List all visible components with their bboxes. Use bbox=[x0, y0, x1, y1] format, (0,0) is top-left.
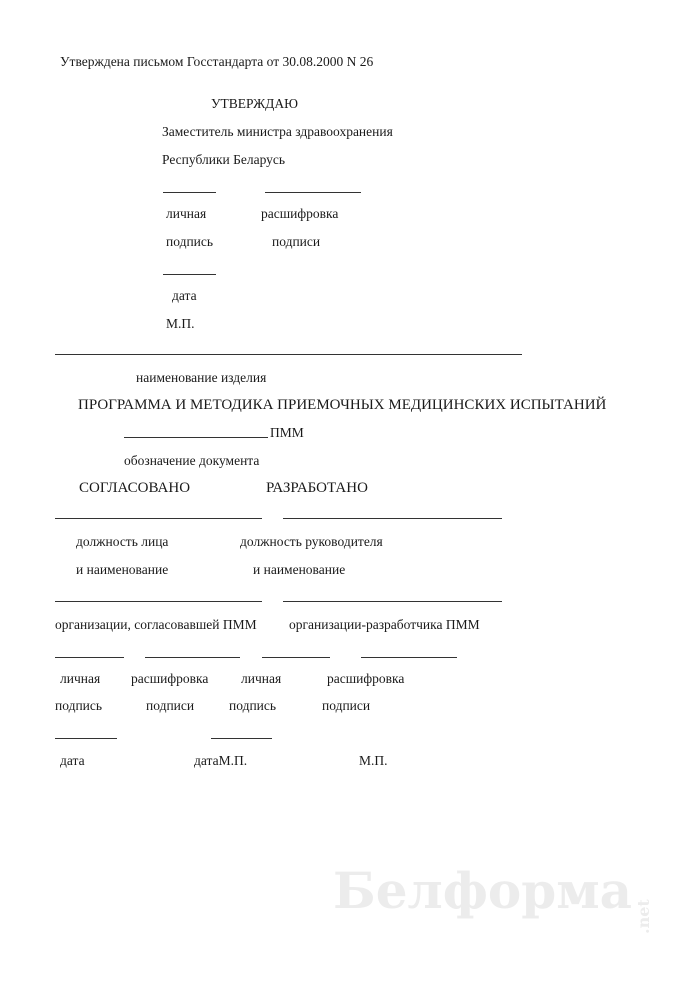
agreed-position-line bbox=[55, 518, 262, 519]
agreed-decode-label-1: расшифровка bbox=[131, 671, 209, 686]
developed-sig-label-1: личная bbox=[241, 671, 282, 686]
product-name-caption: наименование изделия bbox=[136, 370, 267, 385]
approve-date-label: дата bbox=[172, 288, 197, 303]
agreed-date-line bbox=[55, 738, 117, 739]
approve-date-line bbox=[163, 274, 216, 275]
agreed-sig-label-2: подпись bbox=[55, 698, 103, 713]
approve-position-line1: Заместитель министра здравоохранения bbox=[162, 124, 393, 139]
designation-caption: обозначение документа bbox=[124, 453, 260, 468]
developed-position-caption-1: должность руководителя bbox=[240, 534, 383, 549]
approve-sig-label-1: личная bbox=[166, 206, 207, 221]
approve-title: УТВЕРЖДАЮ bbox=[211, 96, 299, 111]
approve-decode-label-1: расшифровка bbox=[261, 206, 339, 221]
designation-line bbox=[124, 437, 268, 438]
approve-signature-line bbox=[163, 192, 216, 193]
watermark-suffix: .net bbox=[634, 899, 653, 934]
developed-position-caption-2: и наименование bbox=[253, 562, 346, 577]
developed-decode-label-2: подписи bbox=[322, 698, 371, 713]
product-name-line bbox=[55, 354, 522, 355]
developed-position-line bbox=[283, 518, 502, 519]
agreed-decode-label-2: подписи bbox=[146, 698, 195, 713]
document-title: ПРОГРАММА И МЕТОДИКА ПРИЕМОЧНЫХ МЕДИЦИНСКИХ ИСПЫТАНИЙ bbox=[78, 397, 607, 413]
developed-decode-label-1: расшифровка bbox=[327, 671, 405, 686]
developed-sig-label-2: подпись bbox=[229, 698, 277, 713]
approve-decode-label-2: подписи bbox=[272, 234, 321, 249]
approval-note: Утверждена письмом Госстандарта от 30.08.2000 N 26 bbox=[60, 54, 374, 69]
approve-position-line2: Республики Беларусь bbox=[162, 152, 286, 167]
agreed-date-label: дата bbox=[60, 753, 85, 768]
pmm-suffix: ПММ bbox=[270, 425, 304, 440]
agreed-signature-line bbox=[55, 657, 124, 658]
agreed-org-caption: организации, согласовавшей ПММ bbox=[55, 617, 257, 632]
agreed-org-line bbox=[55, 601, 262, 602]
approve-stamp-label: М.П. bbox=[166, 316, 195, 331]
developed-org-caption: организации-разработчика ПММ bbox=[289, 617, 480, 632]
agreed-decode-line bbox=[145, 657, 240, 658]
agreed-heading: СОГЛАСОВАНО bbox=[79, 480, 191, 496]
agreed-position-caption-1: должность лица bbox=[76, 534, 169, 549]
developed-decode-line bbox=[361, 657, 457, 658]
developed-org-line bbox=[283, 601, 502, 602]
approve-decode-line bbox=[265, 192, 361, 193]
developed-heading: РАЗРАБОТАНО bbox=[266, 480, 368, 496]
developed-signature-line bbox=[262, 657, 330, 658]
approve-sig-label-2: подпись bbox=[166, 234, 214, 249]
developed-date-line bbox=[211, 738, 272, 739]
agreed-sig-label-1: личная bbox=[60, 671, 101, 686]
watermark-brand: Белформа bbox=[333, 861, 633, 920]
agreed-position-caption-2: и наименование bbox=[76, 562, 169, 577]
developed-date-stamp-label: датаМ.П. bbox=[194, 753, 248, 768]
developed-stamp-label: М.П. bbox=[359, 753, 388, 768]
